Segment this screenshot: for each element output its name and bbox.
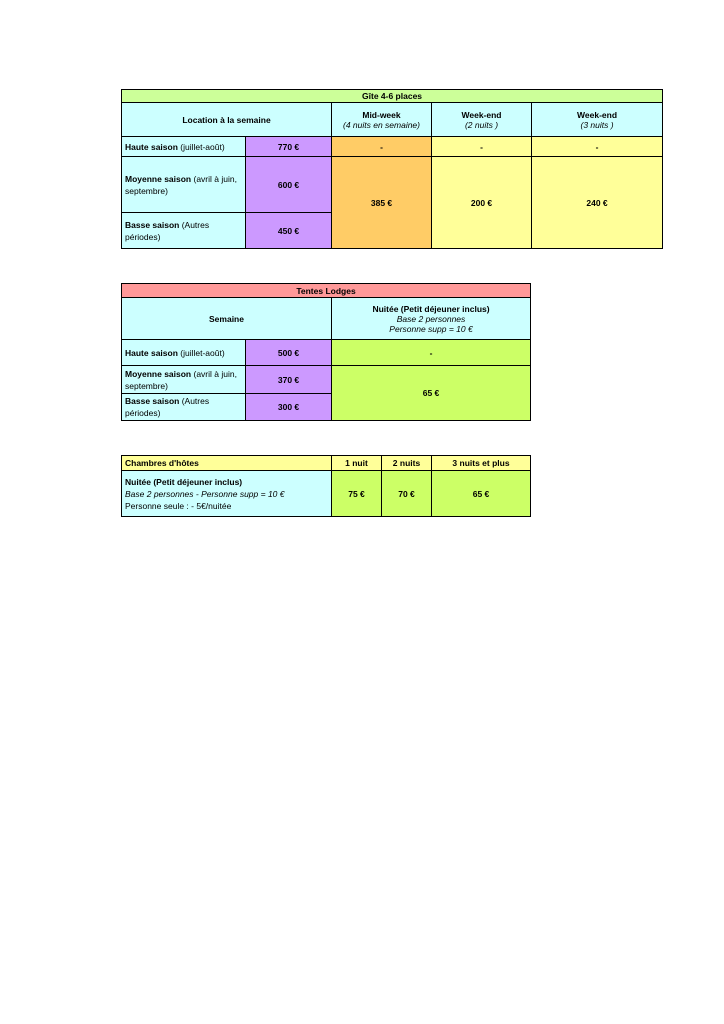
nuitee-supp: Personne supp = 10 € [389, 323, 473, 334]
tentes-haute-nuitee: - [332, 340, 531, 366]
chambres-col-3nuits: 3 nuits et plus [432, 456, 531, 471]
chambres-table [121, 455, 531, 517]
gite-row-label-haute [122, 137, 246, 157]
gite-weekend2-price: 200 € [432, 157, 532, 249]
gite-haute-weekend2: - [432, 137, 532, 157]
season-label-bold: Moyenne saison [125, 173, 192, 184]
gite-row-label-moyenne [122, 157, 246, 213]
season-label-bold: Haute saison [125, 141, 178, 152]
weekend2-label: Week-end [461, 109, 502, 120]
season-label-bold: Moyenne saison [125, 368, 192, 379]
season-label-period: (avril à juin, septembre) [125, 173, 237, 196]
gite-header-weekend3 [532, 103, 663, 137]
season-label-period: (juillet-août) [177, 347, 225, 358]
weekend3-label: Week-end [577, 109, 618, 120]
chambres-col-1nuit: 1 nuit [332, 456, 382, 471]
tentes-row-label-moyenne [122, 366, 246, 394]
tentes-header-nuitee [332, 298, 531, 340]
season-label-bold: Haute saison [125, 347, 178, 358]
midweek-label: Mid-week [362, 109, 401, 120]
chambres-price-2nuits: 70 € [382, 471, 432, 517]
season-label-period: (Autres périodes) [125, 396, 210, 418]
season-label-period: (juillet-août) [177, 141, 225, 152]
chambres-personne-seule: Personne seule : - 5€/nuitée [125, 500, 232, 511]
nuitee-label: Nuitée (Petit déjeuner inclus) [372, 303, 490, 314]
gite-haute-weekend3: - [532, 137, 663, 157]
chambres-base: Base 2 personnes - Personne supp = 10 € [125, 488, 285, 499]
gite-table [121, 89, 663, 249]
gite-row-label-basse [122, 213, 246, 249]
chambres-col-2nuits: 2 nuits [382, 456, 432, 471]
weekend2-sub: (2 nuits ) [464, 119, 499, 130]
gite-haute-midweek: - [332, 137, 432, 157]
gite-price-basse: 450 € [246, 213, 332, 249]
tentes-price-moyenne: 370 € [246, 366, 332, 394]
gite-price-moyenne: 600 € [246, 157, 332, 213]
tentes-price-haute: 500 € [246, 340, 332, 366]
season-label-period: (Autres périodes) [125, 219, 210, 242]
chambres-title: Chambres d'hôtes [122, 456, 332, 471]
season-label-period: (avril à juin, septembre) [125, 368, 237, 391]
season-label-bold: Basse saison [125, 219, 180, 230]
weekend3-sub: (3 nuits ) [580, 119, 614, 130]
tentes-table [121, 283, 531, 421]
season-label-bold: Basse saison [125, 396, 180, 406]
chambres-row-label [122, 471, 332, 517]
gite-header-midweek [332, 103, 432, 137]
tentes-title: Tentes Lodges [122, 284, 531, 298]
gite-midweek-price: 385 € [332, 157, 432, 249]
gite-weekend3-price: 240 € [532, 157, 663, 249]
tentes-header-semaine: Semaine [122, 298, 332, 340]
tentes-nuitee-price: 65 € [332, 366, 531, 421]
tentes-row-label-basse [122, 394, 246, 421]
chambres-price-3nuits: 65 € [432, 471, 531, 517]
nuitee-base: Base 2 personnes [396, 313, 466, 324]
chambres-price-1nuit: 75 € [332, 471, 382, 517]
tentes-price-basse: 300 € [246, 394, 332, 421]
gite-header-location: Location à la semaine [122, 103, 332, 137]
gite-header-weekend2 [432, 103, 532, 137]
midweek-sub: (4 nuits en semaine) [342, 119, 420, 130]
gite-title: Gîte 4-6 places [122, 90, 663, 103]
gite-price-haute: 770 € [246, 137, 332, 157]
chambres-nuitee-label: Nuitée (Petit déjeuner inclus) [125, 476, 243, 487]
tentes-row-label-haute [122, 340, 246, 366]
